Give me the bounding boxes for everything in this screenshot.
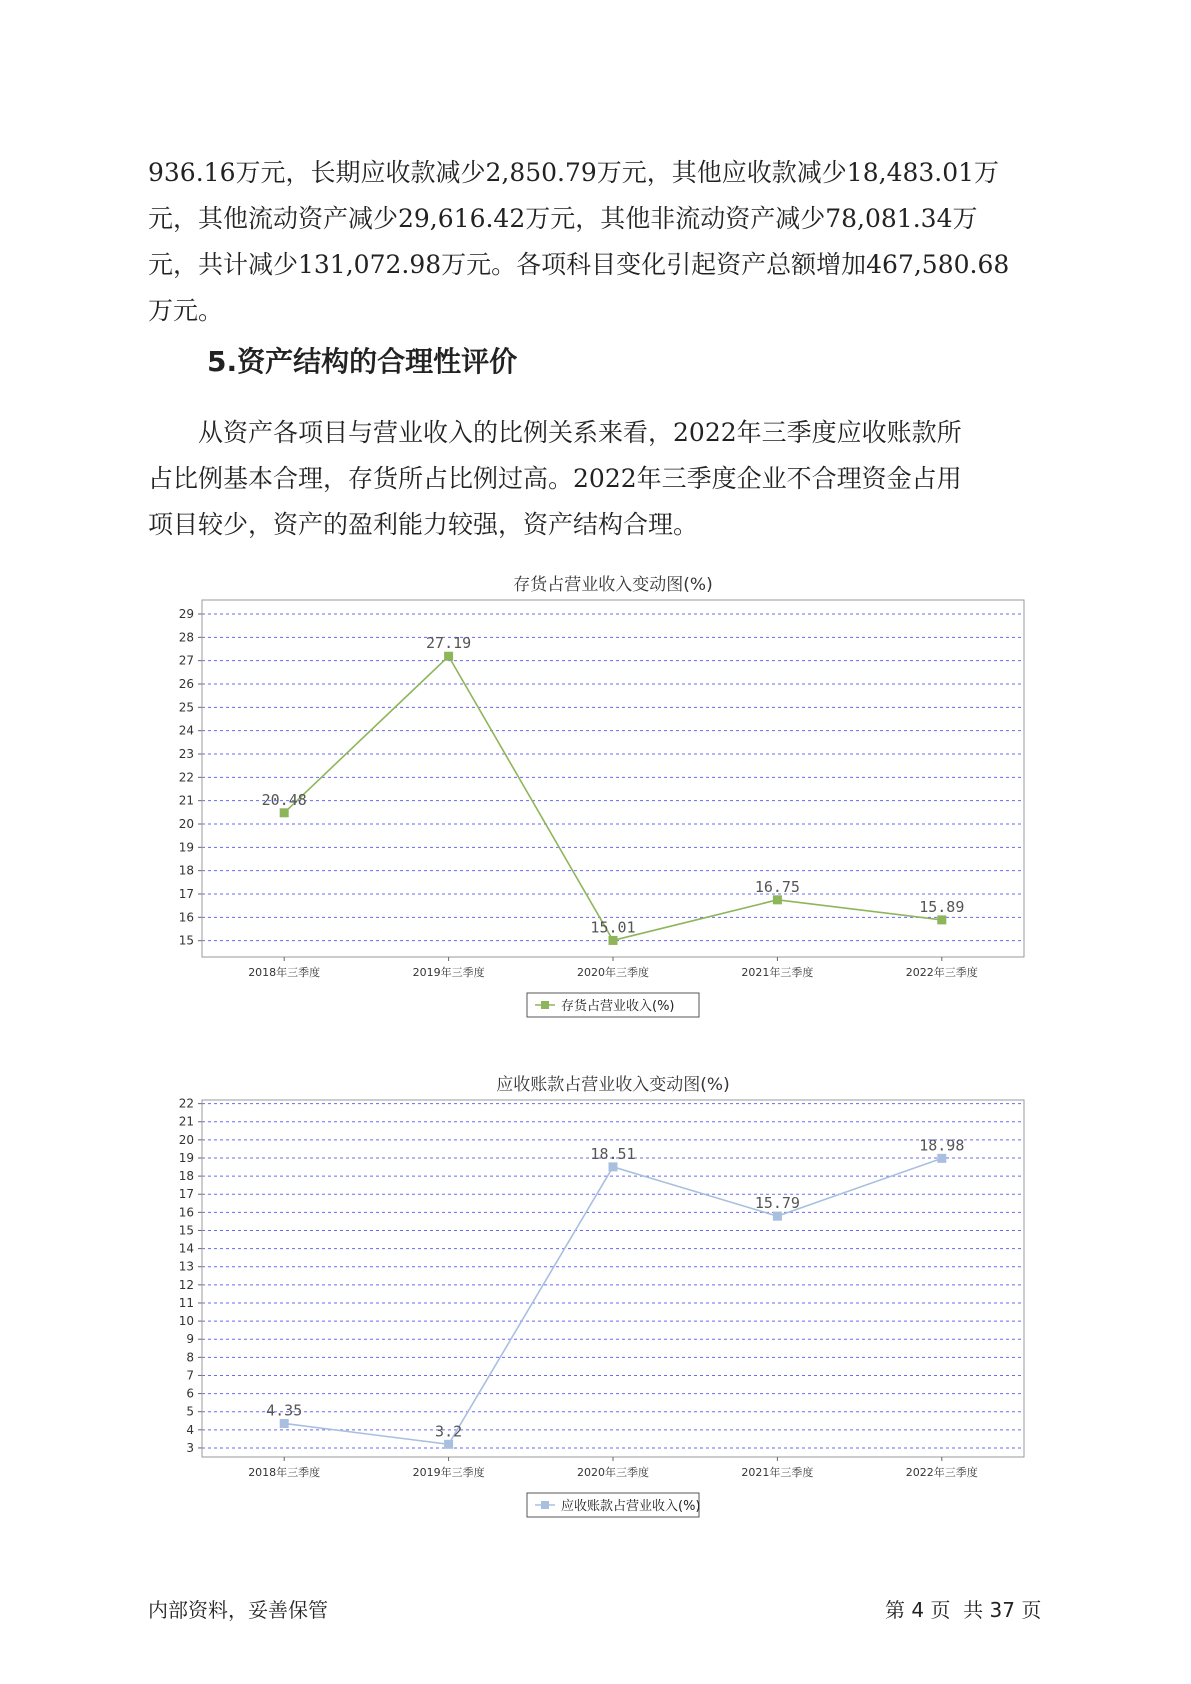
text-line: 万元。 [148, 296, 224, 325]
legend-swatch-marker [541, 1501, 549, 1509]
text-line: 元，其他流动资产减少29,616.42万元，其他非流动资产减少78,081.34万 [148, 204, 978, 233]
y-tick-label: 4 [186, 1422, 194, 1437]
y-tick-label: 19 [178, 1150, 194, 1165]
y-tick-label: 19 [178, 840, 194, 855]
x-tick-label: 2020年三季度 [577, 1466, 649, 1479]
x-tick-label: 2022年三季度 [905, 1466, 978, 1479]
y-tick-label: 25 [178, 700, 194, 715]
y-tick-label: 3 [186, 1440, 194, 1455]
y-tick-label: 6 [186, 1386, 194, 1401]
y-tick-label: 21 [178, 1114, 194, 1129]
text-line: 从资产各项目与营业收入的比例关系来看，2022年三季度应收账款所 [198, 418, 962, 447]
legend-swatch-marker [541, 1001, 549, 1009]
y-tick-label: 8 [186, 1350, 194, 1365]
y-tick-label: 17 [178, 1187, 194, 1202]
inventory-ratio-chart [150, 568, 1050, 1028]
data-point [937, 915, 946, 924]
y-tick-label: 17 [178, 887, 194, 901]
y-tick-label: 9 [186, 1332, 194, 1347]
text-line: 占比例基本合理，存货所占比例过高。2022年三季度企业不合理资金占用 [148, 464, 962, 493]
y-tick-label: 21 [178, 793, 194, 808]
y-tick-label: 16 [178, 910, 194, 925]
y-tick-label: 18 [178, 1169, 194, 1184]
data-label: 3.2 [435, 1422, 463, 1441]
plot-area-border [202, 600, 1024, 957]
data-label: 15.89 [919, 897, 965, 916]
y-tick-label: 29 [178, 607, 194, 621]
y-tick-label: 22 [178, 770, 194, 785]
y-tick-label: 12 [178, 1277, 194, 1292]
y-tick-label: 15 [178, 933, 194, 948]
y-tick-label: 28 [178, 630, 194, 645]
data-point [773, 895, 782, 904]
y-tick-label: 26 [178, 677, 194, 691]
y-tick-label: 22 [178, 1096, 194, 1111]
y-tick-label: 23 [178, 747, 194, 761]
y-tick-label: 16 [178, 1205, 194, 1220]
data-point [609, 1162, 618, 1171]
y-tick-label: 14 [178, 1241, 194, 1256]
x-tick-label: 2020年三季度 [577, 966, 649, 979]
y-tick-label: 5 [186, 1404, 194, 1419]
data-label: 18.98 [919, 1136, 965, 1155]
data-point [280, 808, 289, 817]
footer-confidential: 内部资料，妥善保管 [148, 1598, 328, 1622]
text-line: 项目较少，资产的盈利能力较强，资产结构合理。 [148, 510, 699, 539]
chart-title: 应收账款占营业收入变动图(%) [496, 1075, 730, 1095]
text-line: 元，共计减少131,072.98万元。各项科目变化引起资产总额增加467,580.68 [148, 250, 1010, 279]
y-tick-label: 18 [178, 863, 194, 878]
data-point [773, 1212, 782, 1221]
y-tick-label: 20 [178, 817, 194, 831]
legend-label: 应收账款占营业收入(%) [561, 1499, 701, 1514]
y-tick-label: 10 [178, 1314, 194, 1329]
paragraph-asset-changes [148, 150, 1048, 334]
x-tick-label: 2021年三季度 [741, 966, 814, 979]
x-tick-label: 2022年三季度 [905, 966, 978, 979]
footer-page-number: 第 4 页 共 37 页 [885, 1598, 1042, 1622]
y-tick-label: 27 [178, 653, 194, 668]
y-tick-label: 24 [178, 723, 194, 738]
series-line [284, 1158, 942, 1444]
data-label: 27.19 [426, 634, 472, 653]
data-point [444, 652, 453, 661]
chart-title: 存货占营业收入变动图(%) [513, 575, 713, 595]
x-tick-label: 2019年三季度 [412, 1466, 485, 1479]
x-tick-label: 2018年三季度 [248, 966, 321, 979]
data-point [280, 1419, 289, 1428]
data-label: 20.48 [261, 790, 307, 809]
receivables-ratio-chart [150, 1068, 1050, 1528]
y-tick-label: 11 [178, 1295, 194, 1310]
data-label: 4.35 [266, 1401, 303, 1420]
data-label: 18.51 [590, 1144, 636, 1163]
paragraph-structure-evaluation [148, 410, 1048, 548]
y-tick-label: 7 [186, 1368, 194, 1383]
data-label: 15.79 [754, 1194, 800, 1213]
data-point [609, 936, 618, 945]
data-label: 15.01 [590, 918, 636, 937]
x-tick-label: 2018年三季度 [248, 1466, 321, 1479]
y-tick-label: 13 [178, 1259, 194, 1274]
x-tick-label: 2019年三季度 [412, 966, 485, 979]
legend-label: 存货占营业收入(%) [561, 999, 675, 1014]
section-heading: 5.资产结构的合理性评价 [207, 345, 518, 378]
x-tick-label: 2021年三季度 [741, 1466, 814, 1479]
data-point [937, 1154, 946, 1163]
y-tick-label: 20 [178, 1132, 194, 1147]
data-label: 16.75 [754, 877, 800, 896]
data-point [444, 1440, 453, 1449]
series-line [284, 656, 942, 940]
text-line: 936.16万元，长期应收款减少2,850.79万元，其他应收款减少18,483.01万 [148, 158, 1000, 187]
y-tick-label: 15 [178, 1223, 194, 1238]
